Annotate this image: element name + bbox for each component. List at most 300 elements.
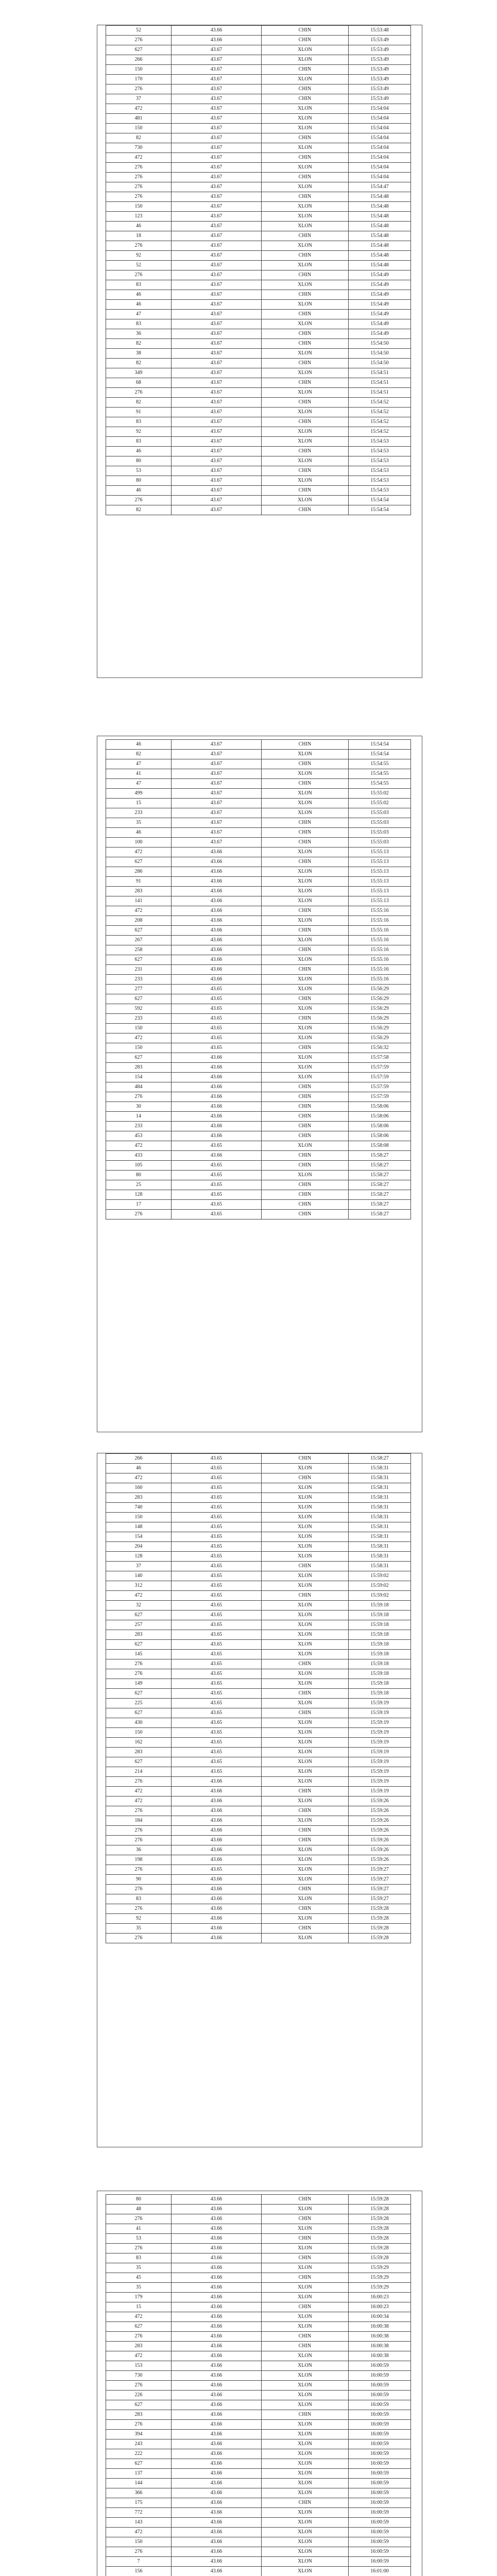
price-cell: 43.66 [172,2439,262,2449]
price-cell: 43.66 [172,1082,262,1092]
venue-cell: XLON [262,1728,349,1738]
time-cell: 15:58:27 [349,1180,411,1190]
time-cell: 16:00:38 [349,2332,411,2342]
price-cell: 43.67 [172,339,262,349]
price-cell: 43.67 [172,163,262,173]
table-row [106,955,411,965]
table-row [106,1454,411,1464]
table-row [106,740,411,750]
price-cell: 43.66 [172,1797,262,1806]
table-row [106,808,411,818]
volume-cell: 92 [106,251,172,261]
volume-cell: 150 [106,1728,172,1738]
price-cell: 43.65 [172,1650,262,1659]
time-cell: 16:00:59 [349,2459,411,2469]
venue-cell: XLON [262,2205,349,2214]
table-row [106,319,411,329]
volume-cell: 128 [106,1552,172,1562]
table-row [106,759,411,769]
venue-cell: CHIN [262,2195,349,2205]
volume-cell: 627 [106,2322,172,2332]
volume-cell: 283 [106,2342,172,2351]
table-row [106,1630,411,1640]
time-cell: 15:59:28 [349,1914,411,1924]
table-row [106,2342,411,2351]
time-cell: 15:54:53 [349,466,411,476]
table-row [106,231,411,241]
volume-cell: 46 [106,828,172,838]
table-row [106,65,411,75]
volume-cell: 35 [106,2283,172,2293]
table-row [106,124,411,133]
table-row [106,2508,411,2518]
time-cell: 15:55:13 [349,896,411,906]
table-row [106,1875,411,1885]
volume-cell: 627 [106,2400,172,2410]
volume-cell: 481 [106,114,172,124]
price-cell: 43.66 [172,965,262,975]
time-cell: 15:59:26 [349,1816,411,1826]
price-cell: 43.66 [172,2469,262,2479]
price-cell: 43.65 [172,1708,262,1718]
venue-cell: XLON [262,1699,349,1708]
volume-cell: 204 [106,1542,172,1552]
venue-cell: CHIN [262,759,349,769]
venue-cell: XLON [262,1611,349,1620]
table-row [106,202,411,212]
time-cell: 15:59:18 [349,1689,411,1699]
venue-cell: CHIN [262,926,349,936]
time-cell: 15:58:06 [349,1122,411,1131]
venue-cell: CHIN [262,270,349,280]
venue-cell: CHIN [262,339,349,349]
venue-cell: CHIN [262,1659,349,1669]
time-cell: 15:54:53 [349,486,411,496]
venue-cell: CHIN [262,251,349,261]
price-cell: 43.67 [172,192,262,202]
venue-cell: CHIN [262,1562,349,1571]
price-cell: 43.65 [172,985,262,994]
volume-cell: 53 [106,466,172,476]
time-cell: 15:58:31 [349,1473,411,1483]
volume-cell: 472 [106,1141,172,1151]
volume-cell: 472 [106,2528,172,2537]
time-cell: 15:59:18 [349,1620,411,1630]
venue-cell: CHIN [262,26,349,36]
table-row [106,2302,411,2312]
time-cell: 16:01:00 [349,2567,411,2576]
volume-cell: 68 [106,378,172,388]
table-row [106,2195,411,2205]
table-row [106,1845,411,1855]
volume-cell: 145 [106,1650,172,1659]
venue-cell: XLON [262,456,349,466]
venue-cell: XLON [262,2488,349,2498]
volume-cell: 276 [106,36,172,45]
time-cell: 15:59:28 [349,2205,411,2214]
time-cell: 15:54:54 [349,505,411,515]
venue-cell: XLON [262,916,349,926]
time-cell: 15:54:49 [349,280,411,290]
table-row [106,2498,411,2508]
price-cell: 43.66 [172,2263,262,2273]
price-cell: 43.66 [172,2410,262,2420]
price-cell: 43.66 [172,2528,262,2537]
table-row [106,2361,411,2371]
time-cell: 15:54:52 [349,408,411,417]
table-row [106,2400,411,2410]
table-row [106,994,411,1004]
venue-cell: XLON [262,1748,349,1757]
time-cell: 15:58:27 [349,1171,411,1180]
volume-cell: 627 [106,955,172,965]
volume-cell: 472 [106,848,172,857]
venue-cell: XLON [262,75,349,84]
time-cell: 15:54:49 [349,270,411,280]
table-row [106,906,411,916]
price-cell: 43.66 [172,896,262,906]
price-cell: 43.67 [172,398,262,408]
price-cell: 43.66 [172,1885,262,1894]
time-cell: 16:00:38 [349,2342,411,2351]
volume-cell: 627 [106,1611,172,1620]
table-row [106,2322,411,2332]
time-cell: 15:58:31 [349,1552,411,1562]
venue-cell: XLON [262,143,349,153]
volume-cell: 276 [106,1826,172,1836]
volume-cell: 46 [106,740,172,750]
time-cell: 16:00:59 [349,2508,411,2518]
price-cell: 43.67 [172,300,262,310]
table-row [106,1493,411,1503]
table-row [106,133,411,143]
table-row [106,417,411,427]
venue-cell: XLON [262,1004,349,1014]
volume-cell: 18 [106,231,172,241]
volume-cell: 276 [106,1806,172,1816]
price-cell: 43.66 [172,1112,262,1122]
price-cell: 43.66 [172,2342,262,2351]
venue-cell: CHIN [262,153,349,163]
time-cell: 15:55:16 [349,906,411,916]
price-cell: 43.67 [172,838,262,848]
time-cell: 15:59:18 [349,1650,411,1659]
price-cell: 43.65 [172,1464,262,1473]
venue-cell: XLON [262,2469,349,2479]
venue-cell: XLON [262,1630,349,1640]
time-cell: 15:59:02 [349,1571,411,1581]
volume-cell: 283 [106,1748,172,1757]
time-cell: 15:53:49 [349,45,411,55]
time-cell: 16:00:59 [349,2371,411,2381]
time-cell: 15:54:48 [349,222,411,231]
time-cell: 15:55:16 [349,926,411,936]
time-cell: 15:54:52 [349,398,411,408]
volume-cell: 46 [106,486,172,496]
volume-cell: 48 [106,2205,172,2214]
time-cell: 16:00:38 [349,2351,411,2361]
venue-cell: CHIN [262,1112,349,1122]
volume-cell: 82 [106,339,172,349]
venue-cell: CHIN [262,1904,349,1914]
price-cell: 43.66 [172,1875,262,1885]
venue-cell: CHIN [262,1161,349,1171]
venue-cell: XLON [262,848,349,857]
table-row [106,251,411,261]
volume-cell: 15 [106,799,172,808]
venue-cell: CHIN [262,133,349,143]
time-cell: 16:00:59 [349,2449,411,2459]
venue-cell: XLON [262,349,349,359]
time-cell: 15:54:04 [349,104,411,114]
price-cell: 43.67 [172,378,262,388]
table-row [106,1757,411,1767]
table-row [106,1601,411,1611]
table-row [106,779,411,789]
time-cell: 16:00:34 [349,2312,411,2322]
price-cell: 43.65 [172,1757,262,1767]
volume-cell: 276 [106,192,172,202]
volume-cell: 82 [106,505,172,515]
time-cell: 15:55:13 [349,867,411,877]
time-cell: 15:54:49 [349,310,411,319]
volume-cell: 83 [106,417,172,427]
price-cell: 43.65 [172,1014,262,1024]
volume-cell: 266 [106,55,172,65]
time-cell: 15:54:04 [349,143,411,153]
table-row [106,270,411,280]
volume-cell: 46 [106,222,172,231]
time-cell: 15:54:48 [349,231,411,241]
venue-cell: CHIN [262,2498,349,2508]
table-row [106,153,411,163]
volume-cell: 35 [106,1924,172,1934]
table-row [106,55,411,65]
time-cell: 15:59:26 [349,1845,411,1855]
price-cell: 43.66 [172,1777,262,1787]
venue-cell: XLON [262,2479,349,2488]
time-cell: 15:54:50 [349,349,411,359]
venue-cell: XLON [262,1620,349,1630]
venue-cell: CHIN [262,1082,349,1092]
time-cell: 15:58:31 [349,1522,411,1532]
price-cell: 43.66 [172,2234,262,2244]
table-row [106,114,411,124]
table-row [106,2293,411,2302]
time-cell: 15:54:49 [349,319,411,329]
time-cell: 16:00:59 [349,2400,411,2410]
table-row [106,94,411,104]
volume-cell: 276 [106,2214,172,2224]
table-row [106,368,411,378]
price-cell: 43.66 [172,906,262,916]
volume-cell: 276 [106,496,172,505]
venue-cell: XLON [262,2459,349,2469]
volume-cell: 627 [106,1757,172,1767]
volume-cell: 276 [106,1885,172,1894]
venue-cell: CHIN [262,1836,349,1845]
venue-cell: XLON [262,408,349,417]
price-cell: 43.67 [172,368,262,378]
time-cell: 16:00:59 [349,2557,411,2567]
price-cell: 43.65 [172,1611,262,1620]
price-cell: 43.67 [172,808,262,818]
volume-cell: 150 [106,202,172,212]
time-cell: 15:59:19 [349,1718,411,1728]
time-cell: 15:55:03 [349,808,411,818]
table-row [106,1464,411,1473]
price-cell: 43.67 [172,241,262,251]
price-cell: 43.65 [172,1483,262,1493]
volume-cell: 47 [106,759,172,769]
price-cell: 43.67 [172,319,262,329]
time-cell: 15:54:49 [349,329,411,339]
price-cell: 43.66 [172,2371,262,2381]
venue-cell: CHIN [262,447,349,456]
volume-cell: 283 [106,1063,172,1073]
volume-cell: 25 [106,1180,172,1190]
table-row [106,1659,411,1669]
volume-cell: 140 [106,1571,172,1581]
table-row [106,2391,411,2400]
venue-cell: CHIN [262,310,349,319]
venue-cell: CHIN [262,1131,349,1141]
table-row [106,300,411,310]
table-row [106,1699,411,1708]
table-row [106,75,411,84]
time-cell: 15:54:48 [349,202,411,212]
time-cell: 15:53:49 [349,36,411,45]
volume-cell: 123 [106,212,172,222]
table-row [106,36,411,45]
price-cell: 43.66 [172,1806,262,1816]
venue-cell: CHIN [262,2234,349,2244]
price-cell: 43.65 [172,1171,262,1180]
price-cell: 43.66 [172,1894,262,1904]
volume-cell: 92 [106,1914,172,1924]
volume-cell: 276 [106,173,172,182]
volume-cell: 592 [106,1004,172,1014]
price-cell: 43.66 [172,936,262,945]
time-cell: 15:57:59 [349,1082,411,1092]
price-cell: 43.67 [172,65,262,75]
table-row [106,1532,411,1542]
price-cell: 43.65 [172,1738,262,1748]
table-row [106,2263,411,2273]
price-cell: 43.66 [172,2293,262,2302]
venue-cell: CHIN [262,2332,349,2342]
venue-cell: XLON [262,1483,349,1493]
volume-cell: 283 [106,2410,172,2420]
venue-cell: XLON [262,955,349,965]
volume-cell: 154 [106,1532,172,1542]
volume-cell: 153 [106,2361,172,2371]
venue-cell: XLON [262,368,349,378]
trades-table [106,739,411,1219]
venue-cell: CHIN [262,1122,349,1131]
price-cell: 43.66 [172,2214,262,2224]
venue-cell: XLON [262,2547,349,2557]
volume-cell: 772 [106,2508,172,2518]
time-cell: 15:59:28 [349,1934,411,1943]
time-cell: 15:55:16 [349,955,411,965]
price-cell: 43.65 [172,1033,262,1043]
time-cell: 15:58:31 [349,1483,411,1493]
price-cell: 43.66 [172,2312,262,2322]
venue-cell: CHIN [262,1092,349,1102]
time-cell: 16:00:23 [349,2293,411,2302]
venue-cell: XLON [262,1777,349,1787]
price-cell: 43.66 [172,2459,262,2469]
price-cell: 43.65 [172,994,262,1004]
venue-cell: CHIN [262,2410,349,2420]
venue-cell: XLON [262,2224,349,2234]
time-cell: 16:00:59 [349,2391,411,2400]
time-cell: 15:54:48 [349,212,411,222]
volume-cell: 430 [106,1718,172,1728]
venue-cell: XLON [262,476,349,486]
price-cell: 43.67 [172,75,262,84]
venue-cell: XLON [262,437,349,447]
table-row [106,1161,411,1171]
table-row [106,2410,411,2420]
venue-cell: XLON [262,750,349,759]
venue-cell: CHIN [262,84,349,94]
time-cell: 16:00:59 [349,2430,411,2439]
price-cell: 43.67 [172,388,262,398]
volume-cell: 276 [106,2332,172,2342]
volume-cell: 233 [106,1122,172,1131]
venue-cell: CHIN [262,1689,349,1699]
price-cell: 43.67 [172,124,262,133]
volume-cell: 283 [106,1630,172,1640]
volume-cell: 472 [106,153,172,163]
volume-cell: 175 [106,2498,172,2508]
venue-cell: XLON [262,45,349,55]
table-row [106,2420,411,2430]
table-row [106,1650,411,1659]
volume-cell: 286 [106,867,172,877]
venue-cell: XLON [262,427,349,437]
venue-cell: CHIN [262,65,349,75]
table-row [106,456,411,466]
time-cell: 16:00:59 [349,2439,411,2449]
venue-cell: XLON [262,1845,349,1855]
time-cell: 15:53:48 [349,26,411,36]
volume-cell: 226 [106,2391,172,2400]
table-row [106,476,411,486]
time-cell: 15:56:32 [349,1043,411,1053]
price-cell: 43.66 [172,877,262,887]
volume-cell: 267 [106,936,172,945]
price-cell: 43.67 [172,280,262,290]
table-row [106,1014,411,1024]
venue-cell: XLON [262,799,349,808]
table-row [106,2430,411,2439]
price-cell: 43.65 [172,1689,262,1699]
table-row [106,1797,411,1806]
price-cell: 43.66 [172,2488,262,2498]
table-row [106,799,411,808]
volume-cell: 82 [106,398,172,408]
volume-cell: 276 [106,84,172,94]
venue-cell: CHIN [262,1826,349,1836]
venue-cell: XLON [262,1914,349,1924]
venue-cell: CHIN [262,2302,349,2312]
volume-cell: 149 [106,1679,172,1689]
venue-cell: CHIN [262,779,349,789]
price-cell: 43.65 [172,1571,262,1581]
